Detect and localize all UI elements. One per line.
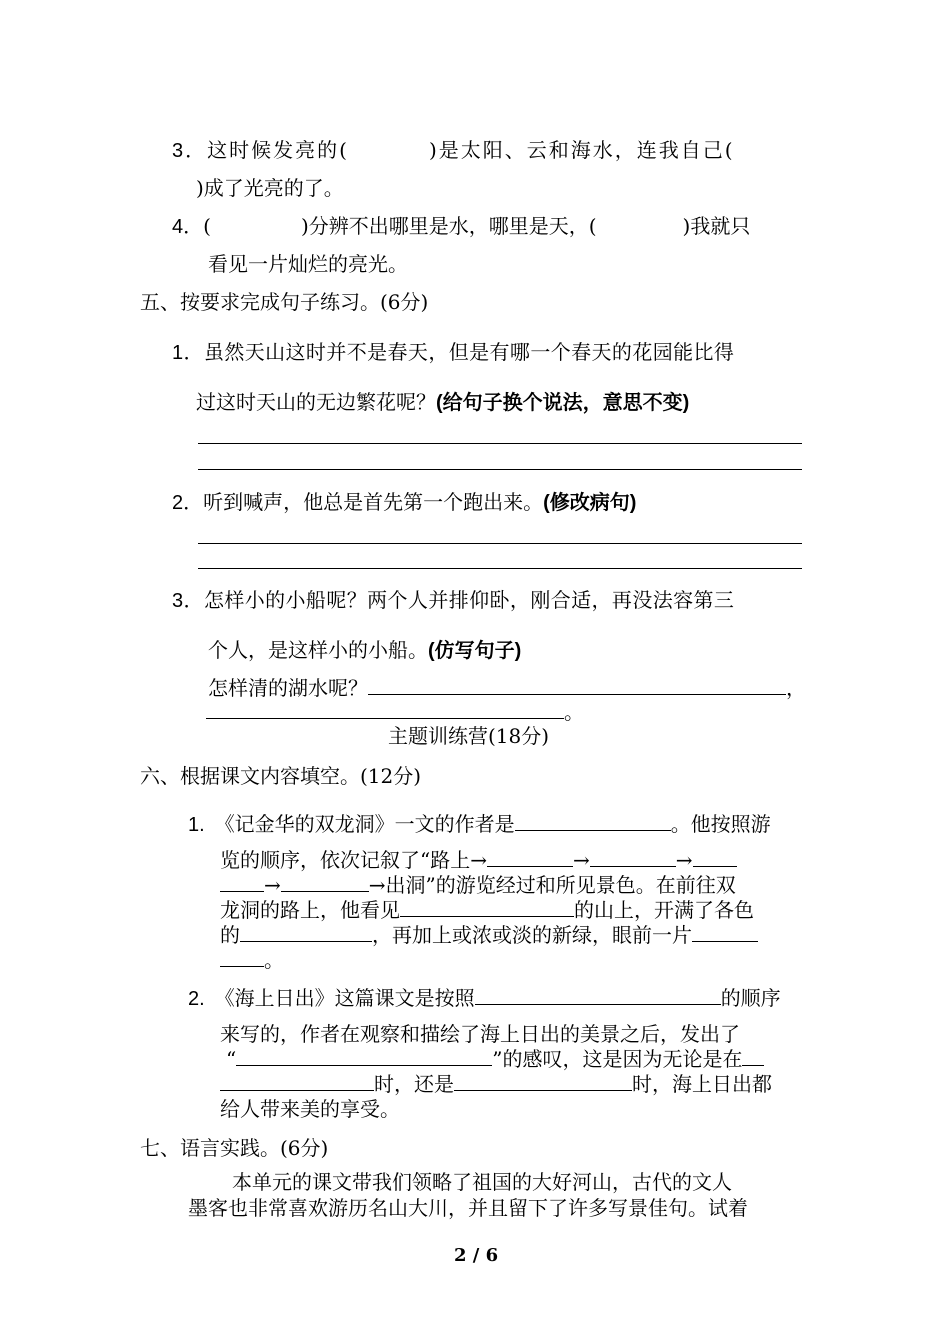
section5-heading: 五、按要求完成句子练习。(6分) bbox=[140, 290, 429, 314]
fill-blank[interactable] bbox=[475, 984, 721, 1005]
q5-3-line2: 个人，是这样小的小船。(仿写句子) bbox=[208, 638, 522, 662]
fill-blank[interactable] bbox=[692, 921, 758, 942]
fill-blank[interactable] bbox=[281, 871, 369, 892]
fill-blank[interactable] bbox=[206, 698, 564, 719]
q6-2-line1: 2. 《海上日出》这篇课文是按照 的顺序 bbox=[188, 986, 781, 1010]
q5-3-line4: 。 bbox=[206, 698, 584, 726]
q5-3-line3: 怎样清的湖水呢？ ， bbox=[208, 676, 806, 700]
q4-4-line1: 4．( )分辨不出哪里是水，哪里是天，( )我就只 bbox=[172, 214, 751, 238]
fill-blank[interactable] bbox=[368, 674, 786, 695]
fill-blank[interactable] bbox=[487, 846, 573, 867]
q6-1-line5: 的 ，再加上或浓或淡的新绿，眼前一片 bbox=[220, 921, 758, 949]
answer-line[interactable] bbox=[198, 568, 802, 569]
fill-blank[interactable] bbox=[454, 1070, 632, 1091]
section7-heading: 七、语言实践。(6分) bbox=[140, 1136, 329, 1160]
q4-3-line2: )成了光亮的了。 bbox=[196, 176, 344, 200]
fill-blank[interactable] bbox=[693, 846, 737, 867]
q6-2-line4: 时，还是 时，海上日出都 bbox=[220, 1070, 772, 1098]
fill-blank[interactable] bbox=[220, 871, 264, 892]
q6-1-line3: → →出洞”的游览经过和所见景色。在前往双 bbox=[220, 871, 736, 899]
q5-1-line2: 过这时天山的无边繁花呢？(给句子换个说法，意思不变) bbox=[196, 390, 690, 414]
q6-2-line5: 给人带来美的享受。 bbox=[220, 1097, 400, 1121]
section7-paragraph-line1: 本单元的课文带我们领略了祖国的大好河山，古代的文人 bbox=[232, 1170, 732, 1194]
q6-1-line1: 1. 《记金华的双龙洞》一文的作者是 。他按照游 bbox=[188, 812, 771, 836]
camp-title: 主题训练营(18分) bbox=[388, 724, 550, 748]
fill-blank[interactable] bbox=[742, 1045, 764, 1066]
q6-1-line2: 览的顺序，依次记叙了“路上→ → → bbox=[220, 846, 737, 874]
answer-line[interactable] bbox=[198, 443, 802, 444]
fill-blank[interactable] bbox=[220, 946, 264, 967]
fill-blank[interactable] bbox=[515, 810, 671, 831]
fill-blank[interactable] bbox=[240, 921, 372, 942]
q5-3-line1: 3．怎样小的小船呢？两个人并排仰卧，刚合适，再没法容第三 bbox=[172, 588, 735, 612]
section7-paragraph-line2: 墨客也非常喜欢游历名山大川，并且留下了许多写景佳句。试着 bbox=[188, 1196, 748, 1220]
q6-1-line4: 龙洞的路上，他看见 的山上，开满了各色 bbox=[220, 898, 754, 922]
q6-1-line6: 。 bbox=[220, 946, 284, 974]
q6-2-line2: 来写的，作者在观察和描绘了海上日出的美景之后，发出了 bbox=[220, 1022, 740, 1046]
answer-line[interactable] bbox=[198, 543, 802, 544]
section6-heading: 六、根据课文内容填空。(12分) bbox=[140, 764, 422, 788]
q4-4-line2: 看见一片灿烂的亮光。 bbox=[208, 252, 408, 276]
fill-blank[interactable] bbox=[400, 896, 574, 917]
page-number: 2 / 6 bbox=[454, 1245, 499, 1266]
fill-blank[interactable] bbox=[220, 1070, 374, 1091]
fill-blank[interactable] bbox=[236, 1045, 492, 1066]
fill-blank[interactable] bbox=[590, 846, 676, 867]
q4-3-line1: 3．这时候发亮的( )是太阳、云和海水，连我自己( bbox=[172, 138, 735, 162]
q5-2: 2．听到喊声，他总是首先第一个跑出来。(修改病句) bbox=[172, 490, 637, 514]
q6-2-line3: “ ”的感叹，这是因为无论是在 bbox=[220, 1045, 764, 1073]
q5-1-line1: 1．虽然天山这时并不是春天，但是有哪一个春天的花园能比得 bbox=[172, 340, 735, 364]
answer-line[interactable] bbox=[198, 469, 802, 470]
